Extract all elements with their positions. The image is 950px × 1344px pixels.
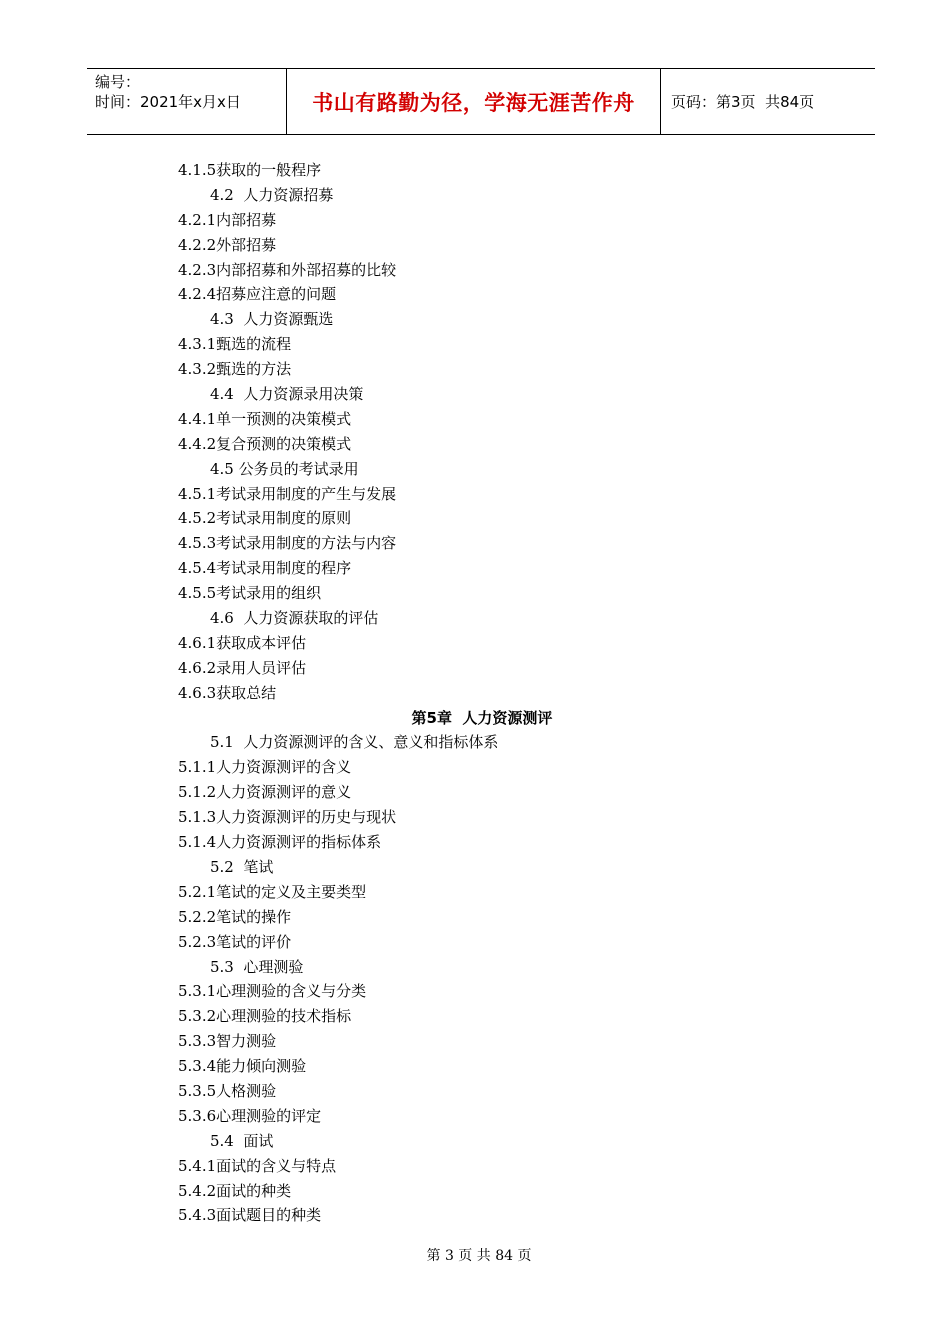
toc-subsection-item: 4.2.1内部招募	[178, 210, 277, 229]
toc-subsection-item: 5.1.3人力资源测评的历史与现状	[178, 808, 397, 827]
toc-section-heading: 5.1 人力资源测评的含义、意义和指标体系	[210, 733, 499, 752]
header-meta	[87, 69, 287, 134]
toc-subsection-item: 5.3.4能力倾向测验	[178, 1057, 307, 1076]
page-header	[87, 68, 875, 135]
toc-subsection-item: 5.3.3智力测验	[178, 1032, 277, 1051]
toc-subsection-item: 5.2.2笔试的操作	[178, 907, 292, 926]
toc-subsection-item: 4.4.2复合预测的决策模式	[178, 434, 352, 453]
toc-subsection-item: 4.2.4招募应注意的问题	[178, 285, 337, 304]
toc-subsection-item: 5.1.2人力资源测评的意义	[178, 783, 352, 802]
toc-subsection-item: 4.3.2甄选的方法	[178, 360, 292, 379]
toc-subsection-item: 4.5.5考试录用的组织	[178, 584, 322, 603]
toc-subsection-item: 4.5.3考试录用制度的方法与内容	[178, 534, 397, 553]
table-of-contents	[0, 158, 950, 1228]
toc-subsection-item: 4.2.2外部招募	[178, 235, 277, 254]
toc-section-heading: 4.4 人力资源录用决策	[210, 385, 364, 404]
toc-subsection-item: 5.3.1心理测验的含义与分类	[178, 982, 367, 1001]
toc-subsection-item: 5.1.4人力资源测评的指标体系	[178, 833, 382, 852]
toc-subsection-item: 5.3.5人格测验	[178, 1081, 277, 1100]
toc-subsection-item: 4.1.5获取的一般程序	[178, 161, 322, 179]
document-time-label: 时间：2021年x月x日	[95, 93, 241, 111]
toc-subsection-item: 4.5.4考试录用制度的程序	[178, 559, 352, 578]
toc-subsection-item: 5.1.1人力资源测评的含义	[178, 758, 352, 777]
toc-subsection-item: 4.2.3内部招募和外部招募的比较	[178, 260, 397, 279]
header-page-info: 页码：第3页 共84页	[671, 93, 815, 111]
toc-subsection-item: 5.4.3面试题目的种类	[178, 1206, 322, 1225]
toc-section-heading: 4.6 人力资源获取的评估	[210, 609, 379, 628]
toc-subsection-item: 4.6.2录用人员评估	[178, 658, 307, 677]
toc-subsection-item: 5.2.3笔试的评价	[178, 932, 292, 951]
toc-section-heading: 4.5 公务员的考试录用	[210, 459, 359, 478]
toc-section-heading: 5.4 面试	[210, 1131, 274, 1150]
toc-subsection-item: 4.5.1考试录用制度的产生与发展	[178, 484, 397, 503]
toc-subsection-item: 5.3.2心理测验的技术指标	[178, 1007, 352, 1026]
toc-subsection-item: 4.3.1甄选的流程	[178, 335, 292, 354]
toc-subsection-item: 4.6.1获取成本评估	[178, 633, 307, 652]
page-footer: 第 3 页 共 84 页	[426, 1248, 532, 1264]
toc-subsection-item: 4.4.1单一预测的决策模式	[178, 409, 352, 428]
toc-chapter-heading: 第5章 人力资源测评	[411, 708, 553, 727]
toc-subsection-item: 5.4.1面试的含义与特点	[178, 1156, 337, 1175]
toc-subsection-item: 5.3.6心理测验的评定	[178, 1106, 322, 1125]
toc-subsection-item: 4.5.2考试录用制度的原则	[178, 509, 352, 528]
toc-section-heading: 4.3 人力资源甄选	[210, 310, 334, 329]
toc-subsection-item: 5.2.1笔试的定义及主要类型	[178, 882, 367, 901]
toc-subsection-item: 4.6.3获取总结	[178, 683, 277, 702]
toc-subsection-item: 5.4.2面试的种类	[178, 1181, 292, 1200]
toc-section-heading: 4.2 人力资源招募	[210, 185, 334, 204]
toc-section-heading: 5.2 笔试	[210, 857, 274, 876]
header-motto: 书山有路勤为径，学海无涯苦作舟	[287, 69, 661, 134]
toc-section-heading: 5.3 心理测验	[210, 957, 304, 976]
document-number-label: 编号：	[95, 73, 141, 91]
